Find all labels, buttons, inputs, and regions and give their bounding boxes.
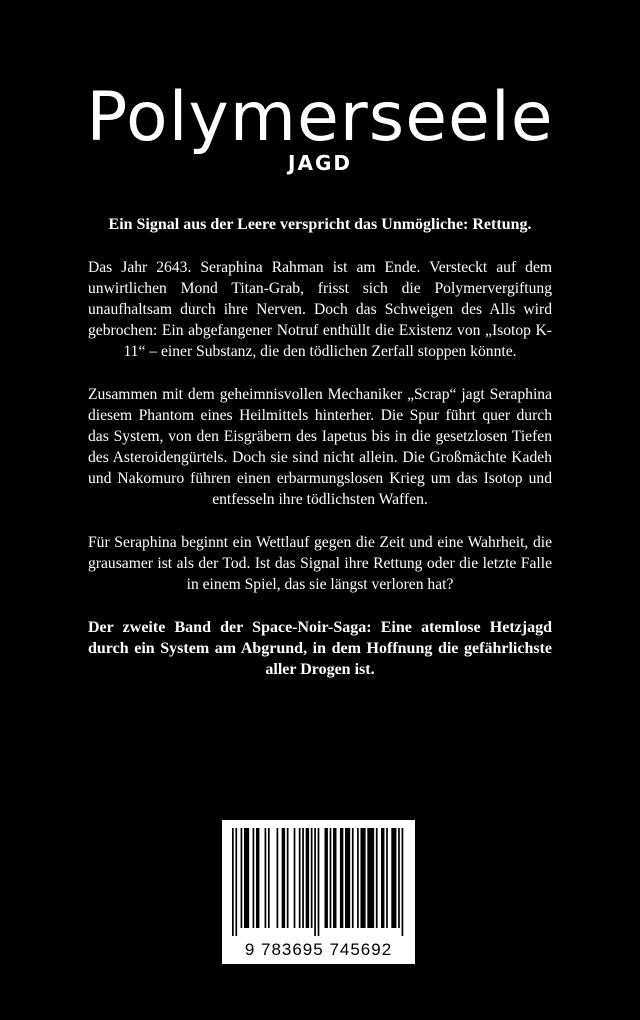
barcode-bar <box>277 828 279 928</box>
barcode-bar <box>268 828 270 928</box>
barcode-bar <box>352 828 354 928</box>
isbn-barcode <box>222 820 415 964</box>
barcode-bar <box>311 828 313 928</box>
barcode-bar <box>306 828 309 928</box>
barcode-bar <box>325 828 328 928</box>
blurb-text <box>88 214 552 702</box>
blurb-hook: Ein Signal aus der Leere verspricht das Unmögliche: Rettung. <box>108 216 532 233</box>
barcode-bar <box>367 828 374 928</box>
barcode-bars <box>230 828 407 936</box>
blurb-paragraph-2: Zusammen mit dem geheimnisvollen Mechaniker „Scrap“ jagt Seraphina diesem Phantom eines Heilmittels hinterher. Die Spur führt quer durch das System, von den Eisgräbern des Iapetus bis in die gesetzlosen Tiefen des Asteroidengürtels. Doch sie sind nicht allein. Die Großmächte Kadeh und Nakomuro führen einen erbarmungslosen Krieg um das Isotop und entfesseln ihre tödlichsten Waffen. <box>88 386 552 508</box>
barcode-bar <box>360 828 365 928</box>
barcode-bar <box>398 828 400 928</box>
barcode-bar <box>287 828 289 928</box>
barcode-bar <box>235 828 237 936</box>
barcode-bar <box>253 828 255 928</box>
barcode-bar <box>318 828 320 936</box>
isbn-number: 9 783695 745692 <box>244 940 393 959</box>
book-subtitle: JAGD <box>288 151 352 175</box>
barcode-bar <box>376 828 378 928</box>
barcode-bar <box>330 828 332 928</box>
barcode-bar <box>345 828 350 928</box>
barcode-bar <box>357 828 359 928</box>
blurb-closing: Der zweite Band der Space-Noir-Saga: Eine atemlose Hetzjagd durch ein System am Abgrund, in dem Hoffnung die gefährlichste aller Drogen ist. <box>88 619 552 678</box>
barcode-bar <box>256 828 259 928</box>
barcode-bar <box>299 828 301 928</box>
barcode-bar <box>282 828 285 928</box>
barcode-bar <box>402 828 404 936</box>
barcode-bar <box>333 828 336 928</box>
barcode-bar <box>314 828 316 936</box>
blurb-paragraph-1: Das Jahr 2643. Seraphina Rahman ist am Ende. Versteckt auf dem unwirtlichen Mond Titan-Grab, frisst sich die Polymervergiftung unaufhaltsam durch ihre Nerven. Doch das Schweigen des Alls wird gebrochen: Ein abgefangener Notruf enthüllt die Existenz von „Isotop K-11“ – einer Substanz, die den tödlichen Zerfall stoppen könnte. <box>88 259 552 360</box>
barcode-bar <box>302 828 304 928</box>
barcode-bar <box>294 828 296 928</box>
barcode-bar <box>241 828 243 928</box>
blurb-paragraph-3: Für Seraphina beginnt ein Wettlauf gegen die Zeit und eine Wahrheit, die grausamer ist als der Tod. Ist das Signal ihre Rettung oder die letzte Falle in einem Spiel, das sie längst verloren hat? <box>88 534 552 593</box>
book-title: Polymerseele <box>86 78 554 157</box>
barcode-bar <box>232 828 234 936</box>
barcode-bar <box>244 828 249 928</box>
barcode-bar <box>381 828 384 928</box>
barcode-bar <box>391 828 396 928</box>
barcode-bar <box>386 828 388 928</box>
barcode-bar <box>340 828 343 928</box>
barcode-bar <box>265 828 267 928</box>
